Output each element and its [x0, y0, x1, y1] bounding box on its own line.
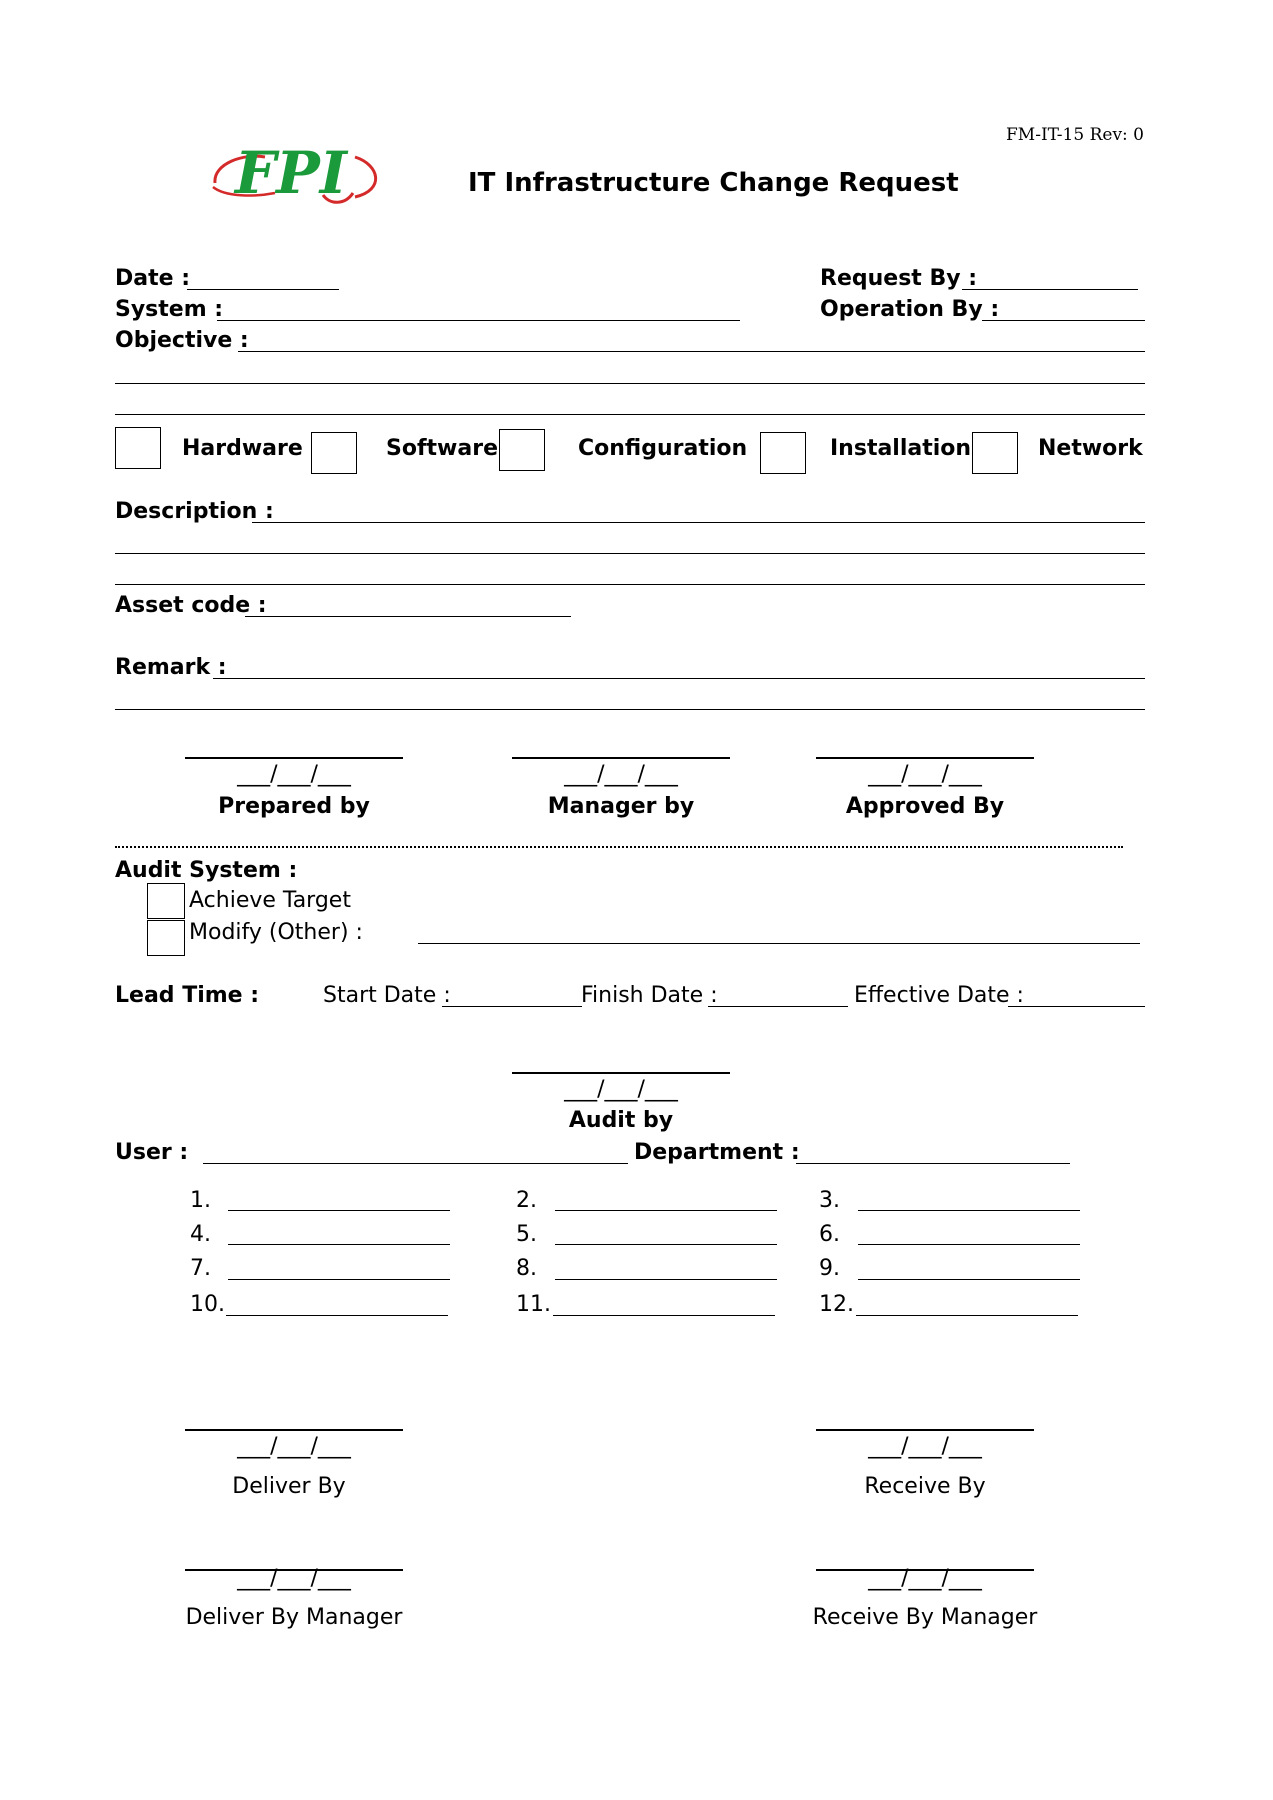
- user-field[interactable]: [203, 1163, 628, 1164]
- network-checkbox[interactable]: [972, 432, 1018, 474]
- deliver-by-label: Deliver By: [232, 1474, 346, 1499]
- description-field-line-2[interactable]: [115, 553, 1145, 554]
- objective-label: Objective :: [115, 328, 249, 353]
- user-number: 7.: [190, 1256, 211, 1281]
- approved-by-label: Approved By: [845, 794, 1005, 819]
- user-line[interactable]: [553, 1315, 775, 1316]
- page-title: IT Infrastructure Change Request: [468, 168, 959, 198]
- effective-date-field[interactable]: [1008, 1006, 1145, 1007]
- modify-other-label: Modify (Other) :: [189, 920, 363, 945]
- approved-signature-line[interactable]: [816, 757, 1034, 759]
- finish-date-field[interactable]: [708, 1006, 848, 1007]
- modify-other-checkbox[interactable]: [147, 920, 185, 956]
- deliver-by-manager-label: Deliver By Manager: [185, 1605, 403, 1630]
- system-field[interactable]: [217, 320, 740, 321]
- lead-time-label: Lead Time :: [115, 983, 260, 1008]
- user-line[interactable]: [858, 1244, 1080, 1245]
- audit-system-title: Audit System :: [115, 858, 298, 883]
- department-field[interactable]: [796, 1163, 1070, 1164]
- objective-field-line-3[interactable]: [115, 414, 1145, 415]
- installation-label: Installation: [830, 436, 972, 461]
- request-by-field[interactable]: [962, 289, 1138, 290]
- user-line[interactable]: [226, 1315, 448, 1316]
- configuration-checkbox[interactable]: [499, 429, 545, 471]
- remark-field-line-2[interactable]: [115, 709, 1145, 710]
- user-number: 6.: [819, 1222, 840, 1247]
- objective-field[interactable]: [238, 351, 1145, 352]
- user-line[interactable]: [228, 1244, 450, 1245]
- start-date-field[interactable]: [442, 1006, 582, 1007]
- receive-date: ___/___/___: [868, 1434, 982, 1459]
- user-number: 10.: [190, 1292, 225, 1317]
- user-number: 5.: [516, 1222, 537, 1247]
- finish-date-label: Finish Date :: [581, 983, 718, 1008]
- start-date-label: Start Date :: [323, 983, 451, 1008]
- user-line[interactable]: [856, 1315, 1078, 1316]
- remark-field[interactable]: [213, 678, 1145, 679]
- manager-by-label: Manager by: [547, 794, 695, 819]
- receive-manager-date: ___/___/___: [868, 1566, 982, 1591]
- department-label: Department :: [634, 1140, 800, 1165]
- prepared-date: ___/___/___: [237, 762, 351, 787]
- asset-code-field[interactable]: [245, 616, 571, 617]
- asset-code-label: Asset code :: [115, 593, 267, 618]
- user-line[interactable]: [228, 1279, 450, 1280]
- hardware-checkbox[interactable]: [115, 427, 161, 469]
- prepared-signature-line[interactable]: [185, 757, 403, 759]
- user-line[interactable]: [555, 1210, 777, 1211]
- manager-date: ___/___/___: [564, 762, 678, 787]
- operation-by-label: Operation By :: [820, 297, 1000, 322]
- user-number: 12.: [819, 1292, 854, 1317]
- description-field-line-3[interactable]: [115, 584, 1145, 585]
- audit-signature-line[interactable]: [512, 1072, 730, 1074]
- operation-by-field[interactable]: [982, 320, 1145, 321]
- user-number: 1.: [190, 1188, 211, 1213]
- request-by-label: Request By :: [820, 266, 978, 291]
- effective-date-label: Effective Date :: [854, 983, 1024, 1008]
- hardware-label: Hardware: [182, 436, 303, 461]
- user-number: 8.: [516, 1256, 537, 1281]
- prepared-by-label: Prepared by: [218, 794, 370, 819]
- achieve-target-checkbox[interactable]: [147, 883, 185, 919]
- software-checkbox[interactable]: [311, 432, 357, 474]
- network-label: Network: [1038, 436, 1143, 461]
- receive-by-manager-label: Receive By Manager: [812, 1605, 1038, 1630]
- user-number: 2.: [516, 1188, 537, 1213]
- user-number: 3.: [819, 1188, 840, 1213]
- software-label: Software: [386, 436, 498, 461]
- deliver-date: ___/___/___: [237, 1434, 351, 1459]
- description-field[interactable]: [252, 522, 1145, 523]
- remark-label: Remark :: [115, 655, 227, 680]
- receive-by-label: Receive By: [864, 1474, 986, 1499]
- user-number: 11.: [516, 1292, 551, 1317]
- user-line[interactable]: [555, 1279, 777, 1280]
- objective-field-line-2[interactable]: [115, 383, 1145, 384]
- svg-text:FPI: FPI: [235, 139, 347, 207]
- description-label: Description :: [115, 499, 274, 524]
- configuration-label: Configuration: [578, 436, 748, 461]
- user-number: 4.: [190, 1222, 211, 1247]
- manager-signature-line[interactable]: [512, 757, 730, 759]
- user-line[interactable]: [228, 1210, 450, 1211]
- user-line[interactable]: [555, 1244, 777, 1245]
- receive-signature-line[interactable]: [816, 1429, 1034, 1431]
- logo-graphic: [205, 135, 385, 215]
- user-label: User :: [115, 1140, 189, 1165]
- achieve-target-label: Achieve Target: [189, 888, 351, 913]
- system-label: System :: [115, 297, 224, 322]
- user-line[interactable]: [858, 1210, 1080, 1211]
- section-divider: [115, 846, 1123, 848]
- document-code: FM-IT-15 Rev: 0: [1006, 125, 1145, 145]
- date-field[interactable]: [187, 289, 339, 290]
- user-number: 9.: [819, 1256, 840, 1281]
- modify-other-field[interactable]: [418, 943, 1140, 944]
- company-logo: [205, 135, 385, 215]
- audit-date: ___/___/___: [564, 1077, 678, 1102]
- user-line[interactable]: [858, 1279, 1080, 1280]
- approved-date: ___/___/___: [868, 762, 982, 787]
- deliver-signature-line[interactable]: [185, 1429, 403, 1431]
- deliver-manager-date: ___/___/___: [237, 1566, 351, 1591]
- date-label: Date :: [115, 266, 191, 291]
- audit-by-label: Audit by: [568, 1108, 674, 1133]
- installation-checkbox[interactable]: [760, 432, 806, 474]
